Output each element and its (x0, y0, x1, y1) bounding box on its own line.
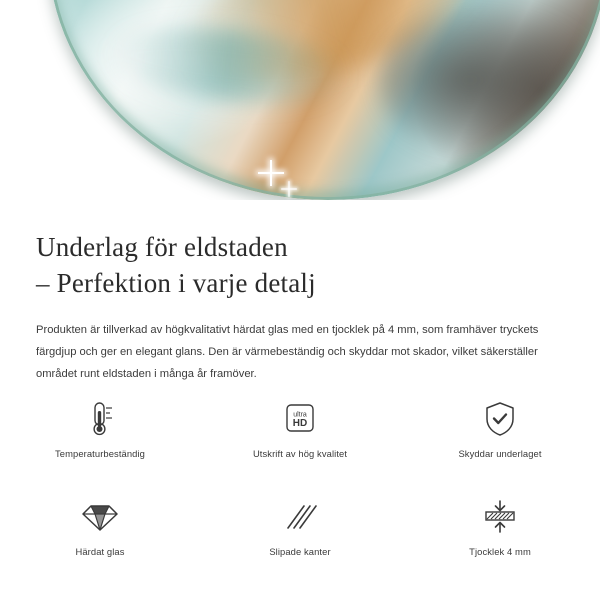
ultra-hd-icon (282, 398, 318, 440)
feature-item-protection (400, 390, 600, 476)
shield-check-icon (482, 398, 518, 440)
thickness-icon (480, 496, 520, 538)
feature-grid (0, 390, 600, 574)
headline-line-2: – Perfektion i varje detalj (36, 267, 316, 298)
feature-item-temperature (0, 390, 200, 476)
svg-text:HD: HD (292, 418, 308, 429)
feature-label: Temperaturbeständig (55, 448, 145, 459)
page-title (0, 200, 600, 302)
feature-label: Utskrift av hög kvalitet (252, 448, 348, 459)
feature-label: Slipade kanter (269, 546, 331, 557)
polished-edges-icon (282, 496, 318, 538)
description-paragraph: Produkten är tillverkad av högkvalitativt härdat glas med en tjocklek på 4 mm, som framhäver tryckets färgdjup och ger en elegant glans. Den är värmebeständig och skyddar mot skador, vilket säkerställer området runt eldstaden i många år framöver. (36, 323, 539, 380)
feature-item-tempered-glass (0, 488, 200, 574)
headline-line-1: Underlag för eldstaden (36, 232, 288, 262)
feature-item-polished-edges (200, 488, 400, 574)
glass-disc-image (48, 0, 600, 200)
text-block (0, 200, 600, 385)
diamond-icon (80, 496, 120, 538)
feature-label: Härdat glas (75, 546, 125, 557)
feature-item-thickness (400, 488, 600, 574)
glass-edge-highlight (48, 0, 600, 200)
feature-item-print-quality (200, 390, 400, 476)
hero-image (0, 0, 600, 200)
feature-label: Tjocklek 4 mm (469, 546, 531, 557)
thermometer-icon (83, 398, 117, 440)
feature-label: Skyddar underlaget (458, 448, 542, 459)
svg-text:ultra: ultra (293, 411, 307, 419)
